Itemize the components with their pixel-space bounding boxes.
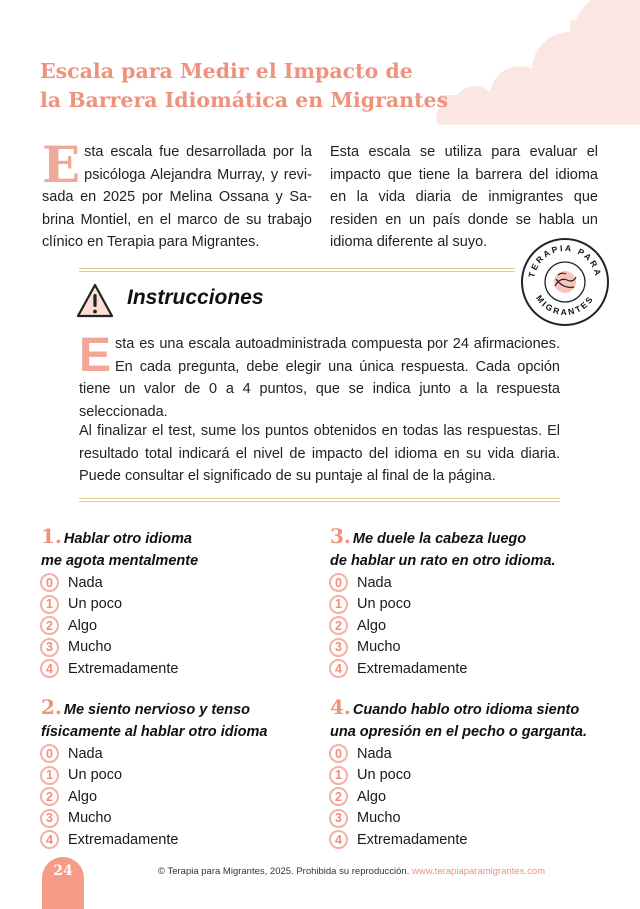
question-number: 4.	[330, 695, 351, 719]
question-2	[41, 697, 331, 851]
globe-hands-icon	[554, 271, 576, 293]
answer-option-0[interactable]	[41, 743, 331, 765]
question-title	[41, 526, 331, 572]
answer-option-4[interactable]	[41, 829, 331, 851]
cloud-decoration	[420, 0, 640, 125]
option-label: Nada	[357, 745, 392, 762]
intro-right-paragraph: Esta escala se utiliza para evaluar el impacto que tiene la barrera del idioma en la vida diaria de inmigrantes que residen en un país donde se habla un idioma diferente al suyo.	[330, 144, 598, 250]
answer-option-4[interactable]	[330, 829, 620, 851]
score-badge: 3	[40, 809, 59, 828]
page-number: 24	[53, 863, 73, 879]
question-number: 3.	[330, 524, 351, 548]
terapia-para-migrantes-seal	[520, 237, 610, 327]
question-number: 2.	[41, 695, 62, 719]
score-badge: 4	[329, 830, 348, 849]
footer	[158, 866, 545, 877]
score-badge: 4	[40, 830, 59, 849]
score-badge: 2	[40, 787, 59, 806]
question-number: 1.	[41, 524, 62, 548]
option-label: Mucho	[68, 639, 112, 656]
answer-option-1[interactable]	[41, 765, 331, 787]
answer-option-2[interactable]	[330, 615, 620, 637]
intro-left-paragraph	[42, 135, 312, 254]
question-title	[330, 697, 620, 743]
instructions-p1-text: sta es una escala autoadministrada compuesta por 24 afirmaciones. En cada pregunta, debe elegir una única respuesta. Cada opción tiene un valor de 0 a 4 puntos, que se indica junto a la respuesta seleccionada.	[79, 336, 560, 420]
option-label: Algo	[68, 617, 98, 634]
instructions-paragraph-1	[79, 329, 560, 423]
answer-option-0[interactable]	[41, 572, 331, 594]
intro-left-text: sta escala fue desarrollada por la psicóloga Alejandra Murray, y revisada en 2025 por Melina Ossana y Sabrina Montiel, en el marco de su trabajo clínico en Terapia para Migrantes.	[42, 144, 312, 250]
option-label: Nada	[357, 574, 392, 591]
instructions-dropcap: E	[79, 329, 112, 382]
divider-top	[79, 268, 515, 272]
page-title	[40, 57, 448, 115]
option-label: Un poco	[68, 596, 123, 613]
score-badge: 0	[40, 573, 59, 592]
score-badge: 2	[329, 616, 348, 635]
answer-option-1[interactable]	[330, 594, 620, 616]
option-label: Un poco	[357, 596, 412, 613]
question-text-line-1: Hablar otro idioma	[63, 531, 192, 547]
answer-option-3[interactable]	[41, 808, 331, 830]
instructions-paragraph-2: Al finalizar el test, sume los puntos obtenidos en todas las respuestas. El resultado total indicará el nivel de impacto del idioma en su vida diaria. Puede consultar el significado de su puntaje al final de la página.	[79, 423, 560, 484]
answer-option-1[interactable]	[330, 765, 620, 787]
question-text-line-1: Cuando hablo otro idioma siento	[352, 702, 580, 718]
title-line-2: la Barrera Idiomática en Migrantes	[40, 88, 449, 112]
question-text-line-2: de hablar un rato en otro idioma.	[330, 552, 556, 569]
score-badge: 1	[40, 595, 59, 614]
title-line-1: Escala para Medir el Impacto de	[40, 59, 413, 83]
option-label: Mucho	[68, 810, 112, 827]
option-label: Extremadamente	[68, 831, 179, 848]
option-label: Un poco	[68, 767, 123, 784]
score-badge: 2	[40, 616, 59, 635]
answer-option-2[interactable]	[330, 786, 620, 808]
answer-option-3[interactable]	[330, 637, 620, 659]
score-badge: 3	[329, 638, 348, 657]
footer-copyright: © Terapia para Migrantes, 2025. Prohibida su reproducción.	[158, 866, 410, 877]
answer-option-2[interactable]	[41, 615, 331, 637]
answer-option-3[interactable]	[41, 637, 331, 659]
question-title	[330, 526, 620, 572]
option-label: Un poco	[357, 767, 412, 784]
option-label: Algo	[357, 617, 387, 634]
divider-bottom	[79, 498, 560, 502]
option-label: Extremadamente	[357, 831, 468, 848]
option-label: Nada	[68, 574, 103, 591]
question-text-line-2: me agota mentalmente	[41, 552, 199, 569]
score-badge: 3	[40, 638, 59, 657]
question-3	[330, 526, 620, 680]
question-4	[330, 697, 620, 851]
question-1	[41, 526, 331, 680]
footer-website-link[interactable]: www.terapiaparamigrantes.com	[411, 866, 546, 877]
instructions-heading: Instrucciones	[127, 286, 264, 309]
option-label: Extremadamente	[357, 660, 468, 677]
score-badge: 0	[40, 744, 59, 763]
option-label: Extremadamente	[68, 660, 179, 677]
score-badge: 0	[329, 573, 348, 592]
option-label: Algo	[357, 788, 387, 805]
option-label: Nada	[68, 745, 103, 762]
answer-option-2[interactable]	[41, 786, 331, 808]
option-label: Mucho	[357, 639, 401, 656]
score-badge: 1	[329, 766, 348, 785]
score-badge: 2	[329, 787, 348, 806]
score-badge: 4	[329, 659, 348, 678]
answer-option-0[interactable]	[330, 572, 620, 594]
option-label: Mucho	[357, 810, 401, 827]
page-number-tab	[42, 857, 84, 909]
score-badge: 0	[329, 744, 348, 763]
question-text-line-2: una opresión en el pecho o garganta.	[330, 723, 588, 740]
answer-option-0[interactable]	[330, 743, 620, 765]
question-text-line-2: físicamente al hablar otro idioma	[41, 723, 268, 740]
seal-bottom-text: MIGRANTES	[534, 293, 596, 318]
answer-option-4[interactable]	[41, 658, 331, 680]
option-label: Algo	[68, 788, 98, 805]
answer-option-3[interactable]	[330, 808, 620, 830]
score-badge: 3	[329, 809, 348, 828]
answer-option-4[interactable]	[330, 658, 620, 680]
seal-top-text: TERAPIA PARA	[526, 242, 604, 279]
warning-icon	[75, 282, 115, 320]
question-title	[41, 697, 331, 743]
question-text-line-1: Me siento nervioso y tenso	[63, 702, 251, 718]
answer-option-1[interactable]	[41, 594, 331, 616]
score-badge: 1	[40, 766, 59, 785]
score-badge: 4	[40, 659, 59, 678]
intro-dropcap: E	[42, 135, 81, 194]
score-badge: 1	[329, 595, 348, 614]
question-text-line-1: Me duele la cabeza luego	[352, 531, 527, 547]
